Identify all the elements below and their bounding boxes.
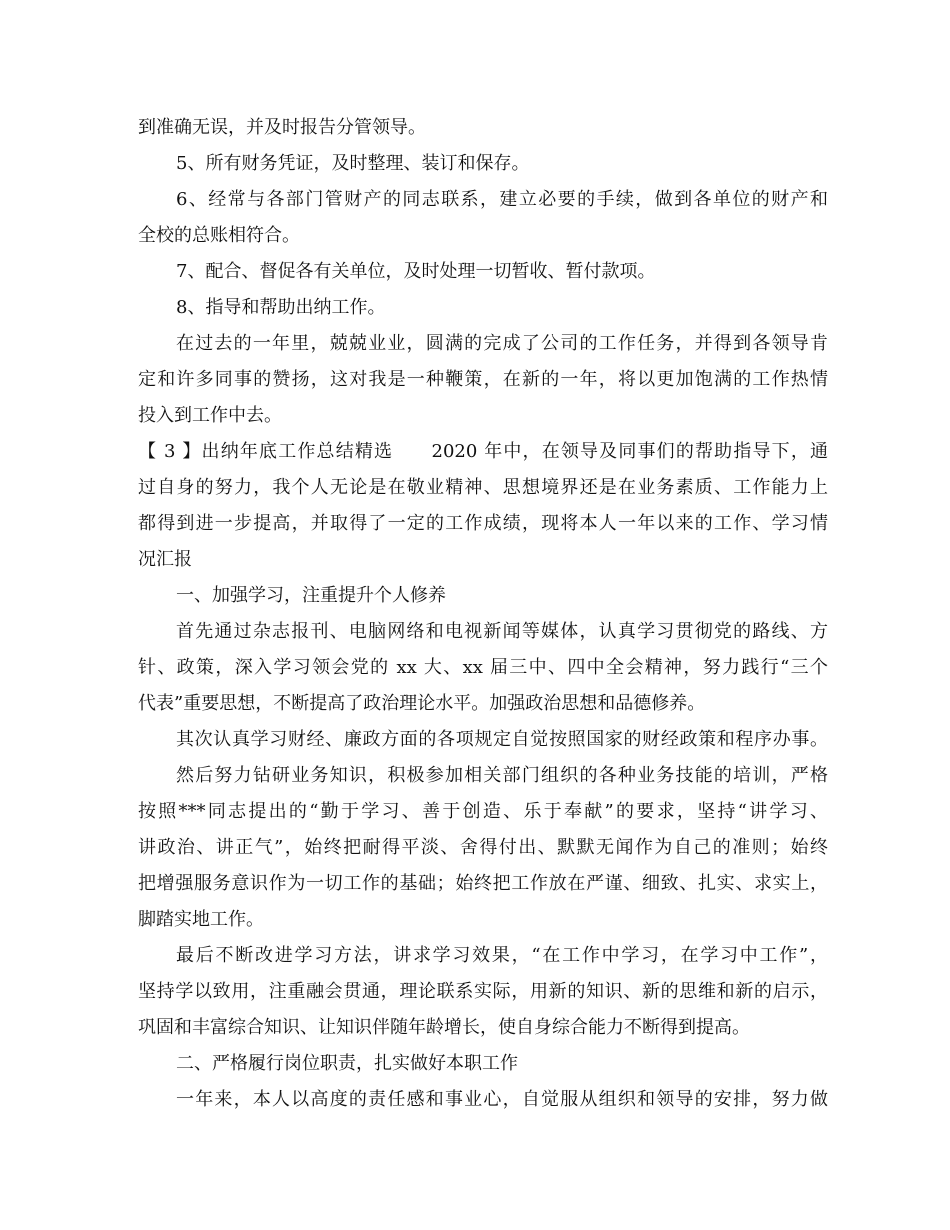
text-line: 7、配合、督促各有关单位，及时处理一切暂收、暂付款项。	[176, 261, 656, 282]
section-heading: 【 3 】出纳年底工作总结精选 2020 年中，在领导及同事们的帮助指导下，通	[138, 441, 828, 462]
text-line: 全校的总账相符合。	[138, 225, 300, 246]
text-line: 都得到进一步提高，并取得了一定的工作成绩，现将本人一年以来的工作、学习情	[138, 513, 828, 534]
text-line: 最后不断改进学习方法，讲求学习效果，“在工作中学习，在学习中工作”，	[176, 945, 828, 966]
text-line: 5、所有财务凭证，及时整理、装订和保存。	[176, 153, 530, 174]
text-line: 投入到工作中去。	[138, 405, 282, 426]
text-line: 把增强服务意识作为一切工作的基础；始终把工作放在严谨、细致、扎实、求实上，	[138, 873, 828, 894]
text-line: 针、政策，深入学习领会党的 xx 大、xx 届三中、四中全会精神，努力践行“三个	[138, 657, 828, 678]
text-line: 8、指导和帮助出纳工作。	[176, 297, 386, 318]
text-line: 过自身的努力，我个人无论是在敬业精神、思想境界还是在业务素质、工作能力上	[138, 477, 828, 498]
text-line: 讲政治、讲正气”，始终把耐得平淡、舍得付出、默默无闻作为自己的准则；始终	[138, 837, 828, 858]
text-line: 其次认真学习财经、廉政方面的各项规定自觉按照国家的财经政策和程序办事。	[176, 729, 828, 750]
text-line: 在过去的一年里，兢兢业业，圆满的完成了公司的工作任务，并得到各领导肯	[176, 333, 828, 354]
subheading: 一、加强学习，注重提升个人修养	[176, 585, 446, 606]
text-line: 脚踏实地工作。	[138, 909, 264, 930]
text-line: 按照***同志提出的“勤于学习、善于创造、乐于奉献”的要求，坚持“讲学习、	[138, 801, 828, 822]
text-line: 坚持学以致用，注重融会贯通，理论联系实际，用新的知识、新的思维和新的启示，	[138, 981, 828, 1002]
text-line: 况汇报	[138, 549, 192, 570]
text-line: 首先通过杂志报刊、电脑网络和电视新闻等媒体，认真学习贯彻党的路线、方	[176, 621, 828, 642]
text-line: 到准确无误，并及时报告分管领导。	[138, 117, 426, 138]
subheading: 二、严格履行岗位职责，扎实做好本职工作	[176, 1053, 518, 1074]
text-line: 定和许多同事的赞扬，这对我是一种鞭策，在新的一年，将以更加饱满的工作热情	[138, 369, 828, 390]
text-line: 然后努力钻研业务知识，积极参加相关部门组织的各种业务技能的培训，严格	[176, 765, 828, 786]
text-line: 巩固和丰富综合知识、让知识伴随年龄增长，使自身综合能力不断得到提高。	[138, 1017, 750, 1038]
text-line: 代表”重要思想，不断提高了政治理论水平。加强政治思想和品德修养。	[138, 693, 706, 714]
text-line: 一年来，本人以高度的责任感和事业心，自觉服从组织和领导的安排，努力做	[176, 1089, 828, 1110]
text-line: 6、经常与各部门管财产的同志联系，建立必要的手续，做到各单位的财产和	[176, 189, 828, 210]
